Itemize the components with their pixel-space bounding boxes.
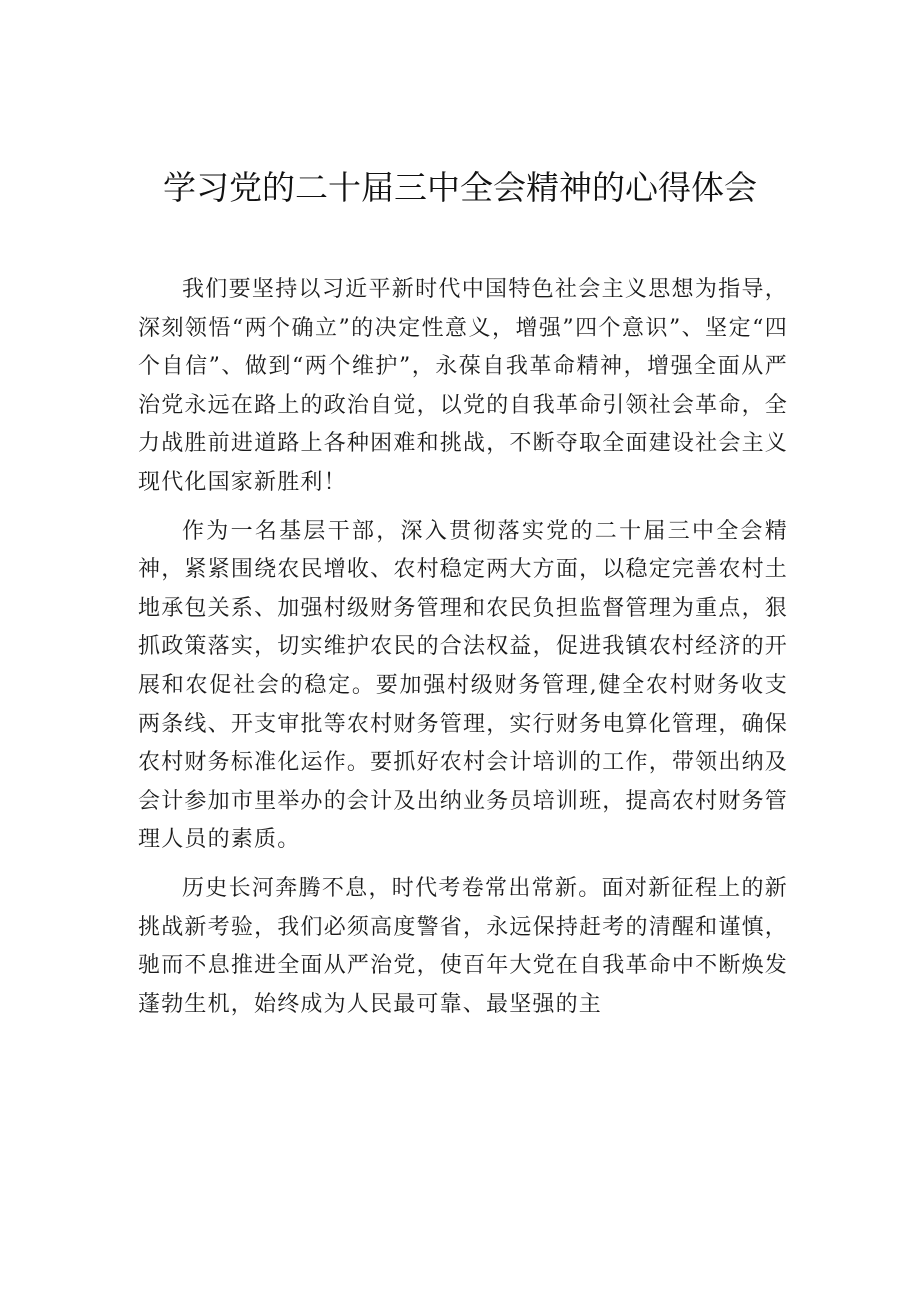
paragraph-1: 我们要坚持以习近平新时代中国特色社会主义思想为指导，深刻领悟“两个确立”的决定性意义，增强”四个意识”、坚定“四个自信”、做到“两个维护”，永葆自我革命精神，增强全面从严治党永远在路上的政治自觉，以党的自我革命引领社会革命，全力战胜前进道路上各种困难和挑战，不断夺取全面建设社会主义现代化国家新胜利！ (138, 277, 788, 495)
paragraph-2: 作为一名基层干部，深入贯彻落实党的二十届三中全会精神，紧紧围绕农民增收、农村稳定两大方面，以稳定完善农村土地承包关系、加强村级财务管理和农民负担监督管理为重点，狠抓政策落实，切实维护农民的合法权益，促进我镇农村经济的开展和农促社会的稳定。要加强村级财务管理,健全农村财务收支两条线、开支审批等农村财务管理，实行财务电算化管理，确保农村财务标准化运作。要抓好农村会计培训的工作，带领出纳及会计参加市里举办的会计及出纳业务员培训班，提高农村财务管理人员的素质。 (138, 518, 788, 853)
paragraph-3: 历史长河奔腾不息，时代考卷常出常新。面对新征程上的新挑战新考验，我们必须高度警省，永远保持赶考的清醒和谨慎，驰而不息推进全面从严治党，使百年大党在自我革命中不断焕发蓬勃生机，始终成为人民最可靠、最坚强的主 (138, 875, 788, 1017)
document-title: 学习党的二十届三中全会精神的心得体会 (163, 168, 757, 207)
document-body (138, 271, 788, 1024)
